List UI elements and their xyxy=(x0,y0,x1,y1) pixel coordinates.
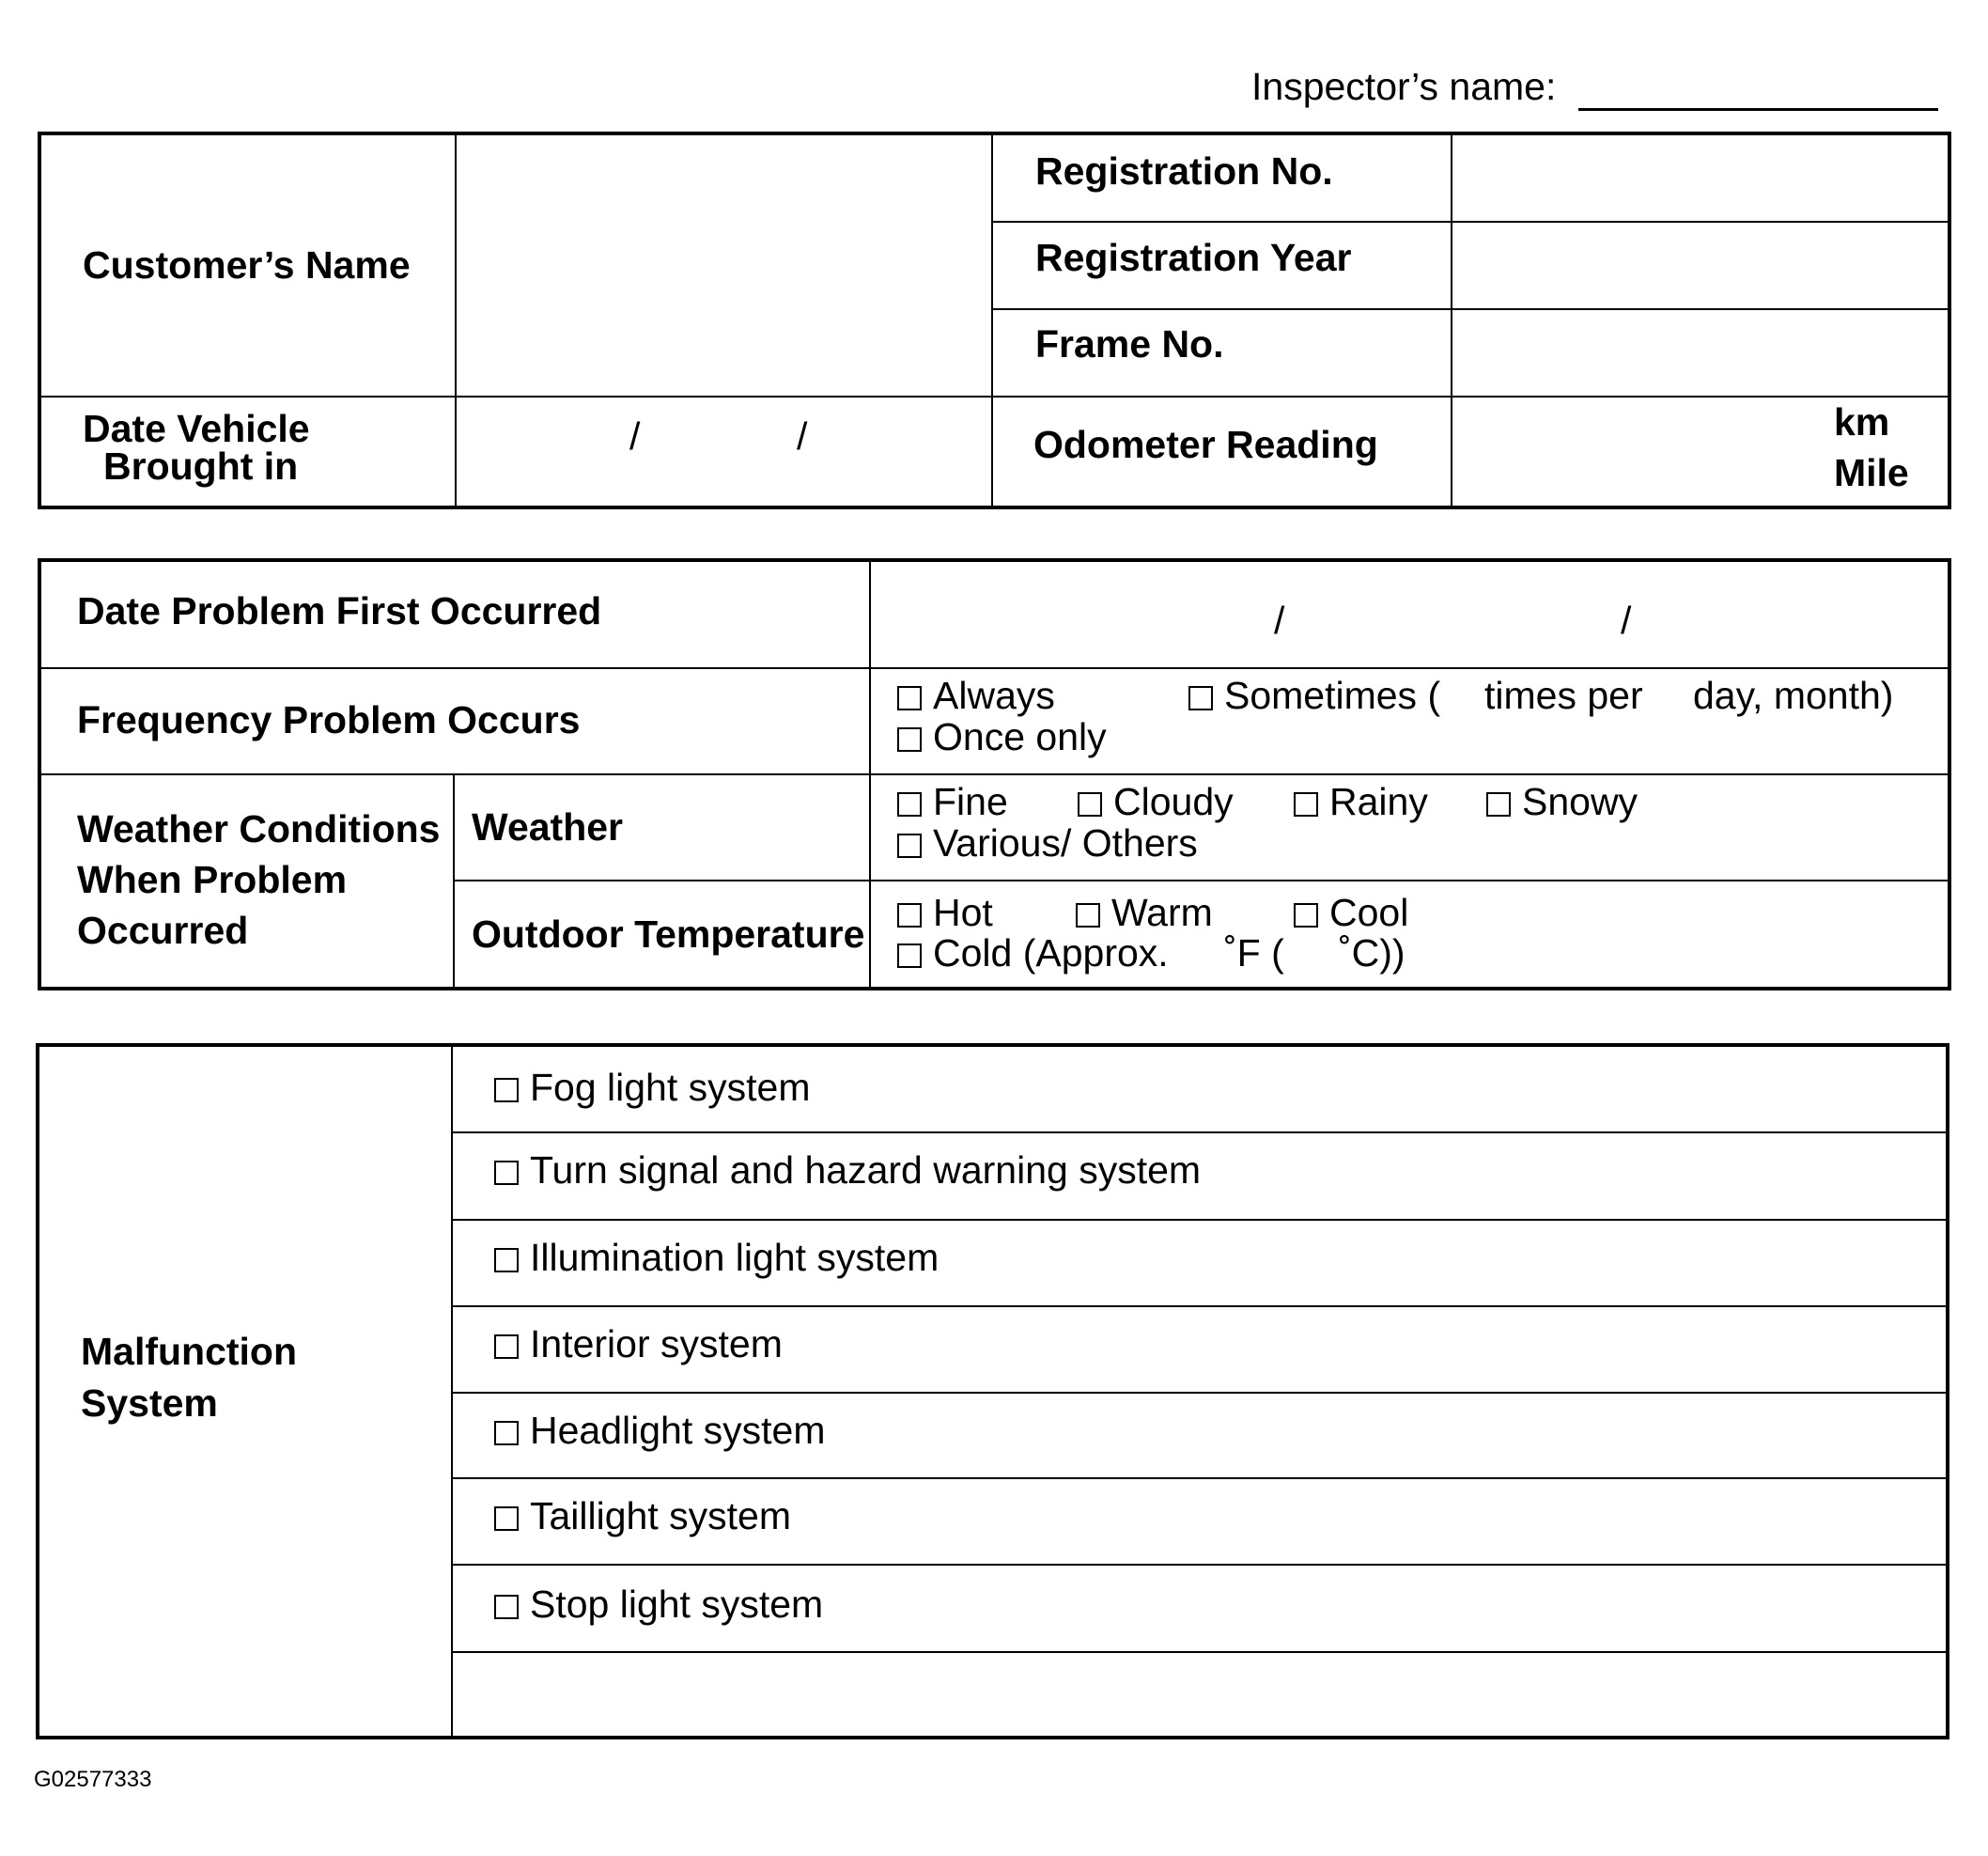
temp-cool-text: Cool xyxy=(1329,891,1409,934)
malfunction-row-divider-1 xyxy=(451,1131,1948,1133)
registration-year-field[interactable] xyxy=(1454,224,1948,306)
weather-snowy-option[interactable] xyxy=(1486,779,1638,825)
frame-no-field[interactable] xyxy=(1454,311,1948,394)
weather-rainy-text: Rainy xyxy=(1329,780,1428,823)
temp-hot-text: Hot xyxy=(933,891,993,934)
odometer-unit-km: km xyxy=(1834,400,1890,444)
freq-always-text: Always xyxy=(933,674,1055,717)
weather-cloudy-text: Cloudy xyxy=(1113,780,1234,823)
checkbox-icon[interactable] xyxy=(1078,792,1102,817)
checkbox-icon[interactable] xyxy=(494,1248,519,1272)
odometer-reading-label: Odometer Reading xyxy=(1033,423,1378,466)
freq-once-only-option[interactable] xyxy=(897,714,1107,760)
weather-various-text: Various/ Others xyxy=(933,821,1198,865)
weather-label: Weather xyxy=(472,805,624,849)
checkbox-icon[interactable] xyxy=(494,1595,519,1619)
checkbox-icon[interactable] xyxy=(1294,903,1318,928)
malfunction-row-divider-7 xyxy=(451,1651,1948,1653)
freq-day-month-text: day, month) xyxy=(1693,674,1894,717)
checkbox-icon[interactable] xyxy=(494,1421,519,1445)
odometer-reading-field[interactable] xyxy=(1454,398,1830,506)
weather-conditions-line3: Occurred xyxy=(77,909,249,952)
weather-various-option[interactable] xyxy=(897,820,1198,866)
system-option-blank-row[interactable] xyxy=(455,1654,1946,1736)
problem-row-divider-2 xyxy=(38,773,1949,775)
date-problem-first-occurred-label: Date Problem First Occurred xyxy=(77,589,602,632)
vehicle-row-divider-main xyxy=(38,396,1949,398)
system-option-fog-light[interactable] xyxy=(494,1065,811,1111)
problem-row-divider-3 xyxy=(453,880,1949,881)
date-vehicle-line1: Date Vehicle xyxy=(83,407,310,450)
system-option-taillight[interactable] xyxy=(494,1493,791,1539)
malfunction-label-line1: Malfunction xyxy=(81,1330,298,1373)
malfunction-row-divider-2 xyxy=(451,1219,1948,1221)
weather-conditions-line1: Weather Conditions xyxy=(77,807,441,850)
checkbox-icon[interactable] xyxy=(1294,792,1318,817)
checkbox-icon[interactable] xyxy=(1076,903,1100,928)
system-option-illumination[interactable] xyxy=(494,1235,939,1281)
frequency-label: Frequency Problem Occurs xyxy=(77,698,581,741)
vehicle-row-divider-a xyxy=(991,221,1949,223)
malfunction-system-label xyxy=(81,1326,297,1429)
checkbox-icon[interactable] xyxy=(494,1078,519,1102)
date-problem-slash-2: / xyxy=(1621,599,1632,642)
date-problem-first-occurred-field[interactable] xyxy=(873,562,1948,665)
temp-cold-option[interactable] xyxy=(897,930,1169,976)
checkbox-icon[interactable] xyxy=(897,727,922,752)
weather-rainy-option[interactable] xyxy=(1294,779,1428,825)
inspector-name-line[interactable] xyxy=(1578,108,1938,111)
freq-always-option[interactable] xyxy=(897,673,1055,719)
vehicle-col-divider-3 xyxy=(1451,132,1452,509)
checkbox-icon[interactable] xyxy=(897,903,922,928)
freq-sometimes-text: Sometimes ( xyxy=(1224,674,1441,717)
odometer-unit-mile: Mile xyxy=(1834,451,1909,494)
system-option-text: Headlight system xyxy=(530,1409,826,1452)
date-problem-slash-1: / xyxy=(1274,599,1285,642)
frame-no-label: Frame No. xyxy=(1035,322,1224,366)
checkbox-icon[interactable] xyxy=(897,792,922,817)
date-vehicle-field[interactable] xyxy=(458,398,989,506)
outdoor-temperature-label: Outdoor Temperature xyxy=(472,912,865,956)
freq-times-per-text: times per xyxy=(1484,674,1643,717)
system-option-turn-signal[interactable] xyxy=(494,1147,1201,1193)
inspector-name-label: Inspector’s name: xyxy=(1251,65,1557,108)
temp-hot-option[interactable] xyxy=(897,890,993,936)
problem-row-divider-1 xyxy=(38,667,1949,669)
system-option-text: Stop light system xyxy=(530,1583,824,1626)
weather-snowy-text: Snowy xyxy=(1522,780,1639,823)
checkbox-icon[interactable] xyxy=(897,834,922,858)
date-vehicle-line2: Brought in xyxy=(103,445,299,488)
malfunction-row-divider-3 xyxy=(451,1305,1948,1307)
weather-cloudy-option[interactable] xyxy=(1078,779,1234,825)
weather-conditions-label xyxy=(77,803,440,956)
customers-name-label: Customer’s Name xyxy=(83,243,411,287)
checkbox-icon[interactable] xyxy=(897,686,922,710)
malfunction-row-divider-6 xyxy=(451,1564,1948,1566)
system-option-headlight[interactable] xyxy=(494,1408,825,1454)
vehicle-col-divider-1 xyxy=(455,132,457,509)
temp-celsius-text: ˚C)) xyxy=(1339,931,1406,975)
registration-year-label: Registration Year xyxy=(1035,236,1352,279)
system-option-text: Taillight system xyxy=(530,1494,791,1537)
temp-warm-option[interactable] xyxy=(1076,890,1213,936)
date-vehicle-slash-2: / xyxy=(797,414,808,458)
freq-once-only-text: Once only xyxy=(933,715,1107,758)
system-option-text: Fog light system xyxy=(530,1066,811,1109)
system-option-text: Interior system xyxy=(530,1322,783,1365)
checkbox-icon[interactable] xyxy=(897,944,922,968)
registration-no-field[interactable] xyxy=(1454,135,1948,219)
date-vehicle-slash-1: / xyxy=(629,414,641,458)
weather-fine-option[interactable] xyxy=(897,779,1008,825)
checkbox-icon[interactable] xyxy=(494,1506,519,1531)
registration-no-label: Registration No. xyxy=(1035,149,1333,193)
freq-sometimes-option[interactable] xyxy=(1188,673,1440,719)
problem-col-divider-weather xyxy=(453,773,455,990)
system-option-text: Illumination light system xyxy=(530,1236,940,1279)
temp-warm-text: Warm xyxy=(1111,891,1213,934)
customers-name-field[interactable] xyxy=(458,135,989,394)
malfunction-row-divider-5 xyxy=(451,1477,1948,1479)
malfunction-row-divider-4 xyxy=(451,1392,1948,1394)
checkbox-icon[interactable] xyxy=(494,1161,519,1185)
vehicle-col-divider-2 xyxy=(991,132,993,509)
figure-code: G02577333 xyxy=(34,1767,152,1792)
system-option-interior[interactable] xyxy=(494,1321,783,1367)
weather-fine-text: Fine xyxy=(933,780,1008,823)
malfunction-label-line2: System xyxy=(81,1381,218,1425)
temp-cool-option[interactable] xyxy=(1294,890,1408,936)
weather-conditions-line2: When Problem xyxy=(77,858,348,901)
checkbox-icon[interactable] xyxy=(494,1334,519,1359)
temp-fahrenheit-text: ˚F ( xyxy=(1224,931,1284,975)
system-option-stop-light[interactable] xyxy=(494,1582,823,1628)
vehicle-row-divider-b xyxy=(991,308,1949,310)
checkbox-icon[interactable] xyxy=(1188,686,1213,710)
date-vehicle-brought-in-label xyxy=(83,407,310,488)
system-option-text: Turn signal and hazard warning system xyxy=(530,1148,1202,1192)
checkbox-icon[interactable] xyxy=(1486,792,1511,817)
temp-cold-text: Cold (Approx. xyxy=(933,931,1169,975)
